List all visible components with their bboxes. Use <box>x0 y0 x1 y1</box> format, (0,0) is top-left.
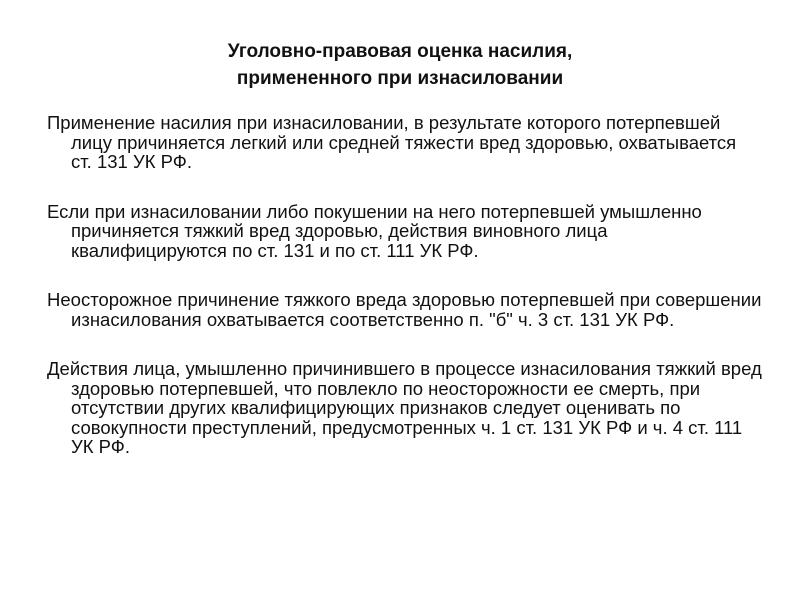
paragraph-4: Действия лица, умышленно причинившего в процессе изнасилования тяжкий вред здоровью потерпевшей, что повлекло по неосторожности ее смерть, при отсутствии других квалифицирующих признаков следует оценивать по совокупности преступлений, предусмотренных ч. 1 ст. 131 УК РФ и ч. 4 ст. 111 УК РФ. <box>47 358 762 457</box>
title-line-1: Уголовно-правовая оценка насилия, <box>227 41 573 62</box>
paragraph-2: Если при изнасиловании либо покушении на него потерпевшей умышленно причиняется тяжкий вред здоровью, действия виновного лица квалифицируются по ст. 131 и по ст. 111 УК РФ. <box>47 200 702 261</box>
paragraph-3: Неосторожное причинение тяжкого вреда здоровью потерпевшей при совершении изнасилования охватывается соответственно п. "б" ч. 3 ст. 131 УК РФ. <box>47 289 762 330</box>
slide-title <box>0 38 800 92</box>
slide-body <box>47 113 762 487</box>
paragraph-1: Применение насилия при изнасиловании, в результате которого потерпевшей лицу причиняется легкий или средней тяжести вред здоровью, охватывается ст. 131 УК РФ. <box>47 112 737 172</box>
title-line-2: примененного при изнасиловании <box>236 68 564 89</box>
